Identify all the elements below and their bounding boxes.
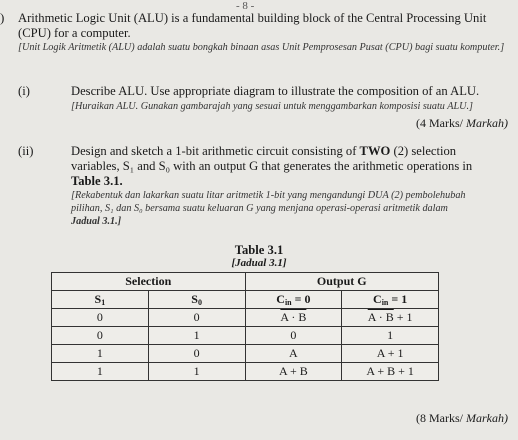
cell-s0: 1 [148, 363, 245, 381]
question-ii-line1b: (2) selection [393, 144, 457, 158]
question-ii-malay-line1: [Rekabentuk dan lakarkan suatu litar aritmetik 1-bit yang mengandungi DUA (2) pembolehubah [71, 190, 466, 201]
table-title-malay: [Jadual 3.1] [231, 257, 287, 269]
cell-g-cin1: 1 [342, 327, 439, 345]
marks-label: (8 Marks/ [416, 411, 463, 425]
cell-s0: 1 [148, 327, 245, 345]
cell-g-cin1: A + 1 [342, 345, 439, 363]
truth-table [51, 272, 439, 381]
marks-label-malay: Markah) [466, 116, 508, 130]
cell-s0: 0 [148, 309, 245, 327]
question-ii-text-malay [71, 189, 511, 228]
question-ii-line3: Table 3.1. [71, 174, 123, 188]
marks-label: (4 Marks/ [416, 116, 463, 130]
table-row [52, 345, 439, 363]
question-bullet: ) [0, 10, 5, 25]
question-ii-bold-two: TWO [359, 144, 391, 158]
table-row [52, 327, 439, 345]
cell-s1: 0 [52, 327, 149, 345]
question-ii-malay-line3: Jadual 3.1.] [71, 216, 122, 227]
header-s0: $S_0$ [148, 291, 245, 309]
cell-s1: 0 [52, 309, 149, 327]
header-output-g: Output G [245, 273, 439, 291]
header-selection: Selection [52, 273, 246, 291]
cell-g-cin0: A + B [245, 363, 342, 381]
table-row [52, 309, 439, 327]
header-cin-1: $C_{in} = 1$ [342, 291, 439, 309]
question-i-marks [416, 116, 508, 131]
cell-g-cin1: A + B + 1 [342, 363, 439, 381]
question-ii-line2: variables, S₁ and S₀ with an output G that generates the arithmetic operations in [71, 159, 473, 173]
page-number: - 8 - [236, 0, 255, 12]
table-row [52, 363, 439, 381]
cell-s1: 1 [52, 345, 149, 363]
question-ii-marks [416, 411, 508, 426]
cell-g-cin1: A · B + 1 [342, 309, 439, 327]
question-ii-label: (ii) [18, 144, 34, 158]
table-column-header [52, 291, 439, 309]
question-i-text-malay: [Huraikan ALU. Gunakan gambarajah yang sesuai untuk menggambarkan komposisi suatu ALU.] [71, 101, 474, 112]
question-ii-text [71, 144, 511, 189]
intro-text: Arithmetic Logic Unit (ALU) is a fundamental building block of the Central Processing Unit (CPU) for a computer. [18, 11, 487, 40]
table-title: Table 3.1 [234, 243, 284, 257]
cell-g-cin0: 0 [245, 327, 342, 345]
cell-g-cin0: A [245, 345, 342, 363]
marks-label-malay: Markah) [466, 411, 508, 425]
intro-text-malay: [Unit Logik Aritmetik (ALU) adalah suatu bongkah binaan asas Unit Pemprosesan Pusat (CPU) bagi suatu komputer.] [18, 42, 505, 53]
question-i-label: (i) [18, 84, 30, 98]
table-group-header [52, 273, 439, 291]
header-s1: $S_1$ [52, 291, 149, 309]
question-ii-line1: Design and sketch a 1-bit arithmetic circuit consisting of [71, 144, 357, 158]
question-i-text: Describe ALU. Use appropriate diagram to illustrate the composition of an ALU. [71, 84, 480, 98]
header-cin-0: $C_{in} = 0$ [245, 291, 342, 309]
cell-g-cin0: A · B [245, 309, 342, 327]
cell-s1: 1 [52, 363, 149, 381]
cell-s0: 0 [148, 345, 245, 363]
question-ii-malay-line2: pilihan, S₁ dan S₀ bersama suatu keluaran G yang menjana operasi-operasi aritmetik dalam [71, 203, 448, 214]
